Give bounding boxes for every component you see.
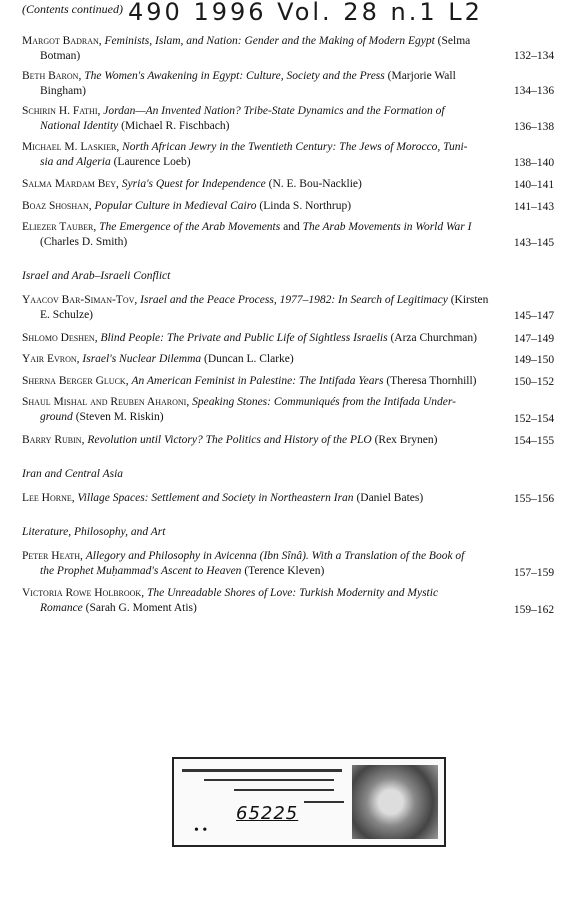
library-stamp xyxy=(172,757,446,847)
entry-pages: 136–138 xyxy=(513,121,555,133)
entry-heath: Peter Heath, Allegory and Philosophy in Avicenna (Ibn Sînâ). With a Translation of the Book of the Prophet Muḥammad's Ascent to Heaven (Terence Kleven) xyxy=(22,550,465,577)
handwritten-annotation: 490 1996 Vol. 28 n.1 L2 xyxy=(128,0,483,26)
entry-rubin: Barry Rubin, Revolution until Victory? The Politics and History of the PLO (Rex Brynen) xyxy=(22,434,438,446)
entry-gluck: Sherna Berger Gluck, An American Feminist in Palestine: The Intifada Years (Theresa Thornhill) xyxy=(22,375,477,387)
stamp-emblem xyxy=(352,765,438,839)
entry-pages: 132–134 xyxy=(513,50,555,62)
entry-pages: 149–150 xyxy=(513,354,555,366)
entry-baron: Beth Baron, The Women's Awakening in Egypt: Culture, Society and the Press (Marjorie Wall Bingham) xyxy=(22,70,456,97)
entry-holbrook: Victoria Rowe Holbrook, The Unreadable Shores of Love: Turkish Modernity and Mystic Romance (Sarah G. Moment Atis) xyxy=(22,587,439,614)
entry-pages: 147–149 xyxy=(513,333,555,345)
entry-deshen: Shlomo Deshen, Blind People: The Private and Public Life of Sightless Israelis (Arza Churchman) xyxy=(22,332,477,344)
entry-badran: Margot Badran, Feminists, Islam, and Nation: Gender and the Making of Modern Egypt (Selma Botman) xyxy=(22,35,471,62)
entry-pages: 159–162 xyxy=(513,604,555,616)
stamp-number: 65225 xyxy=(236,803,299,824)
entry-title: Feminists, Islam, and Nation: Gender and the Making of Modern Egypt xyxy=(104,35,435,47)
entry-pages: 141–143 xyxy=(513,201,555,213)
entry-tauber: Eliezer Tauber, The Emergence of the Arab Movements and The Arab Movements in World War I (Charles D. Smith) xyxy=(22,221,472,248)
entry-pages: 138–140 xyxy=(513,157,555,169)
contents-continued-label: (Contents continued) xyxy=(22,2,123,16)
entry-horne: Lee Horne, Village Spaces: Settlement and Society in Northeastern Iran (Daniel Bates) xyxy=(22,492,424,504)
entry-pages: 155–156 xyxy=(513,493,555,505)
entry-pages: 152–154 xyxy=(513,413,555,425)
entry-pages: 157–159 xyxy=(513,567,555,579)
entry-author: Margot Badran xyxy=(22,35,99,47)
entry-mishal-aharoni: Shaul Mishal and Reuben Aharoni, Speaking Stones: Communiqués from the Intifada Under- ground (Steven M. Riskin) xyxy=(22,396,456,423)
section-heading: Israel and Arab–Israeli Conflict xyxy=(22,270,171,282)
entry-mardam-bey: Salma Mardam Bey, Syria's Quest for Independence (N. E. Bou-Nacklie) xyxy=(22,178,362,190)
entry-shoshan: Boaz Shoshan, Popular Culture in Medieval Cairo (Linda S. Northrup) xyxy=(22,200,352,212)
entry-pages: 143–145 xyxy=(513,237,555,249)
entry-bar-siman-tov: Yaacov Bar-Siman-Tov, Israel and the Peace Process, 1977–1982: In Search of Legitimacy (Kirsten E. Schulze) xyxy=(22,294,489,321)
stamp-dots: • • xyxy=(194,823,208,838)
entry-pages: 150–152 xyxy=(513,376,555,388)
section-heading: Literature, Philosophy, and Art xyxy=(22,526,166,538)
entry-evron: Yair Evron, Israel's Nuclear Dilemma (Duncan L. Clarke) xyxy=(22,353,294,365)
entry-fathi: Schirin H. Fathi, Jordan—An Invented Nation? Tribe-State Dynamics and the Formation of National Identity (Michael R. Fischbach) xyxy=(22,105,445,132)
entry-pages: 140–141 xyxy=(513,179,555,191)
entry-laskier: Michael M. Laskier, North African Jewry in the Twentieth Century: The Jews of Morocco, Tuni- sia and Algeria (Laurence Loeb) xyxy=(22,141,468,168)
entry-pages: 145–147 xyxy=(513,310,555,322)
entry-pages: 134–136 xyxy=(513,85,555,97)
section-heading: Iran and Central Asia xyxy=(22,468,124,480)
entry-pages: 154–155 xyxy=(513,435,555,447)
